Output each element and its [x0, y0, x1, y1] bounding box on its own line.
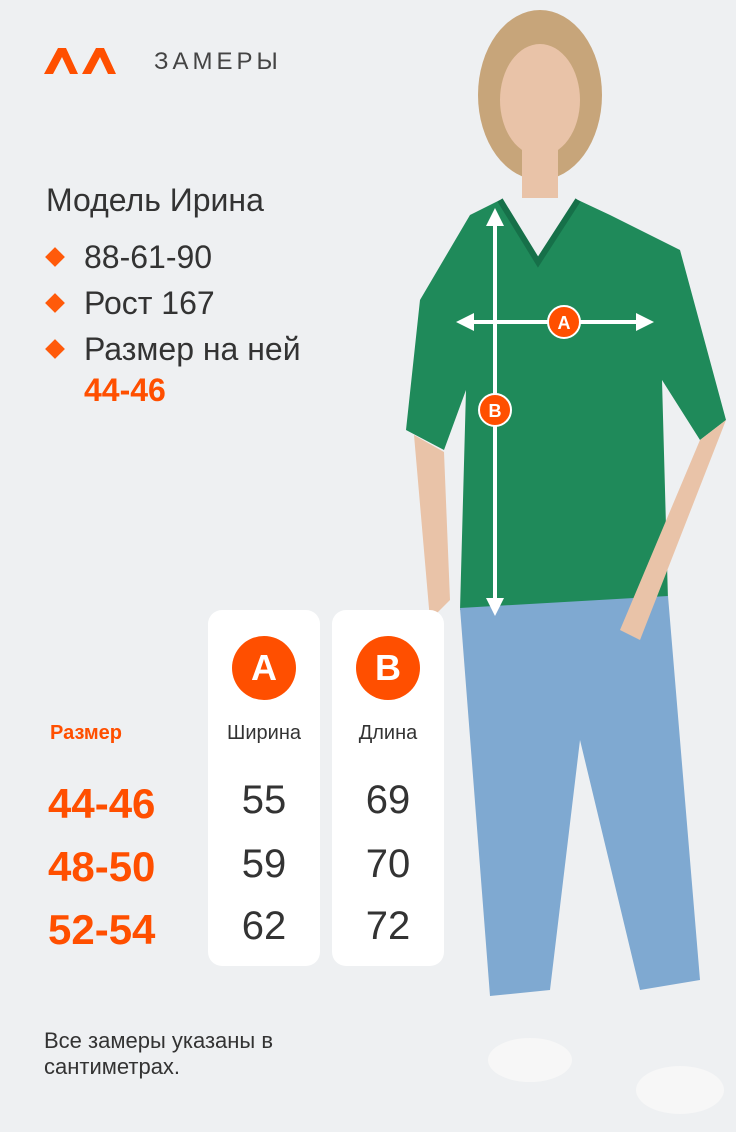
size-row-2: 48-50 [48, 843, 156, 890]
model-measurements: 88-61-90 [84, 239, 213, 275]
model-name: Модель Ирина [46, 182, 264, 218]
size-row-3: 52-54 [48, 906, 156, 953]
bullet-diamond-icon [45, 247, 65, 267]
list-item [46, 236, 301, 282]
width-value-3: 62 [241, 904, 287, 948]
column-b-badge: B [356, 636, 420, 700]
model-size-value: 44-46 [84, 372, 166, 408]
size-column-header: Размер [50, 722, 123, 744]
length-value-1: 69 [365, 778, 411, 822]
page-title: ЗАМЕРЫ [154, 48, 282, 75]
bullet-diamond-icon [45, 293, 65, 313]
bullet-diamond-icon [45, 339, 65, 359]
marker-b: B [488, 401, 502, 421]
size-row-1: 44-46 [48, 780, 156, 827]
marker-a: A [557, 313, 571, 333]
model-size-label: Размер на ней [84, 331, 301, 367]
width-value-1: 55 [241, 778, 287, 822]
length-value-3: 72 [365, 904, 411, 948]
model-height: Рост 167 [84, 285, 215, 321]
column-a-badge: A [232, 636, 296, 700]
length-column-header: Длина [358, 722, 418, 744]
list-item [46, 328, 301, 374]
width-column-header: Ширина [227, 722, 301, 744]
width-value-2: 59 [241, 842, 287, 886]
model-params-list [46, 236, 301, 374]
model-photo [400, 0, 736, 1132]
length-value-2: 70 [365, 842, 411, 886]
list-item [46, 282, 301, 328]
logo-icon [44, 48, 120, 74]
footnote: Все замеры указаны в сантиметрах. [44, 1028, 274, 1079]
